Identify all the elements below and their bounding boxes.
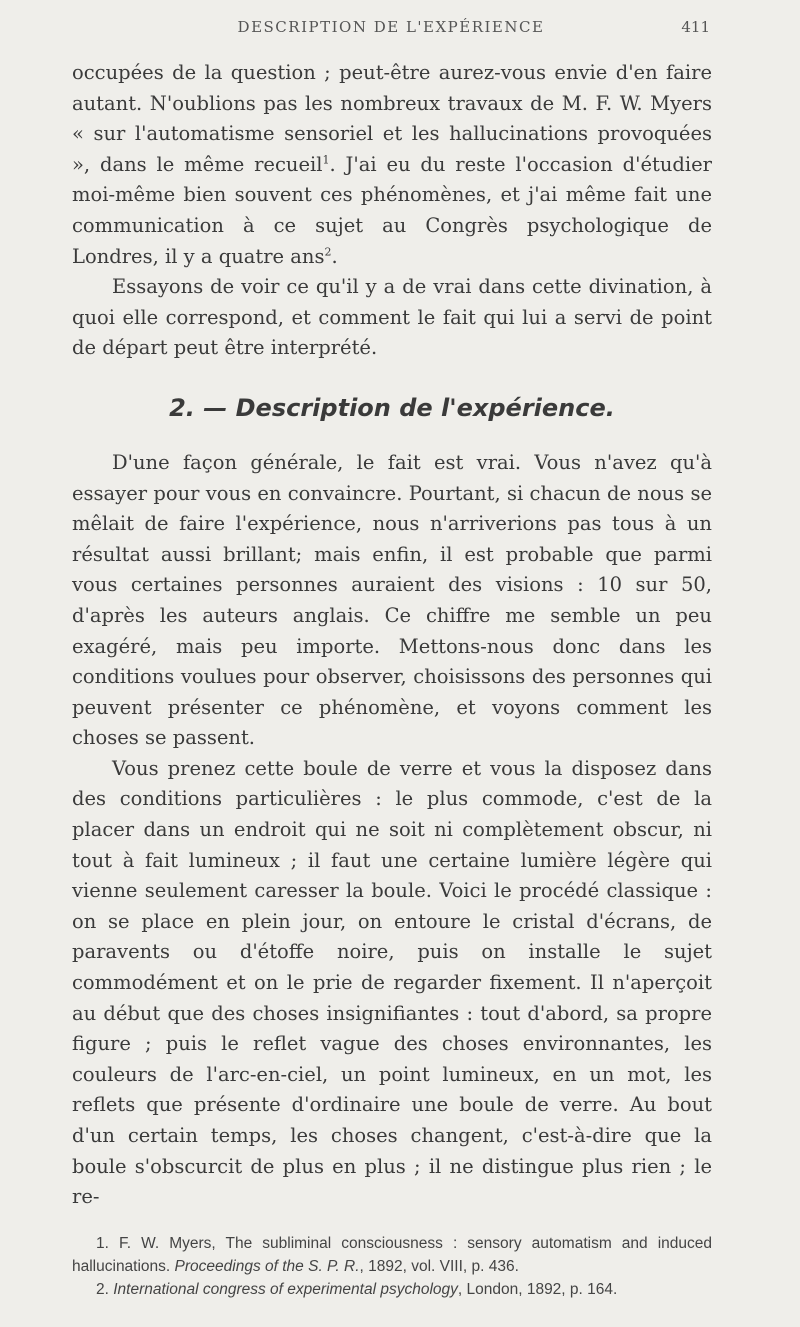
footnote-2 <box>72 1278 712 1301</box>
footnote-text: , 1892, vol. VIII, p. 436. <box>359 1258 519 1275</box>
main-text <box>72 58 712 1213</box>
paragraph: Essayons de voir ce qu'il y a de vrai dans cette divination, à quoi elle correspond, et comment le fait qui lui a servi de point de départ peut être interprété. <box>72 275 712 360</box>
footnote-ref-2: 2 <box>324 245 332 259</box>
section-heading: 2. — Description de l'expérience. <box>169 393 615 422</box>
footnote-source-title: International congress of experimental psychology <box>113 1281 458 1298</box>
paragraph-text: . <box>331 244 338 268</box>
running-header <box>72 18 710 42</box>
footnote-1 <box>72 1232 712 1278</box>
running-title: DESCRIPTION DE L'EXPÉRIENCE <box>237 18 545 36</box>
footnote-text: , London, 1892, p. 164. <box>457 1281 618 1298</box>
footnote-text: 1. F. W. Myers, The subliminal consciousness : sensory automatism and induced hallucinations. <box>72 1235 712 1275</box>
footnote-text: 2. <box>96 1281 114 1298</box>
footnote-ref-1: 1 <box>322 153 330 167</box>
paragraph-continued <box>72 58 712 272</box>
footnotes <box>72 1232 712 1301</box>
footnote-source-title: Proceedings of the S. P. R. <box>174 1258 360 1275</box>
paragraph: D'une façon générale, le fait est vrai. Vous n'avez qu'à essayer pour vous en convaincre. Pourtant, si chacun de nous se mêlait de faire l'expérience, nous n'arriverions pas tous à un résultat aussi brillant; mais enfin, il est probable que parmi vous certaines personnes auraient des visions : 10 sur 50, d'après les auteurs anglais. Ce chiffre me semble un peu exagéré, mais peu importe. Mettons-nous donc dans les conditions voulues pour observer, choisissons des personnes qui peuvent présenter ce phénomène, et voyons comment les choses se passent. <box>72 450 712 750</box>
paragraph-text: occupées de la question ; peut-être aurez-vous envie d'en faire autant. N'oublions pas les nombreux travaux de M. F. W. Myers « sur l'automatisme sensoriel et les hallucinations provoquées », dans le même recueil <box>72 61 712 176</box>
page-number: 411 <box>681 18 710 36</box>
paragraph: Vous prenez cette boule de verre et vous la disposez dans des conditions particulières : le plus commode, c'est de la placer dans un endroit qui ne soit ni complètement obscur, ni tout à fait lumineux ; il faut une certaine lumière légère qui vienne seulement caresser la boule. Voici le procédé classique : on se place en plein jour, on entoure le cristal d'écrans, de paravents ou d'étoffe noire, puis on installe le sujet commodément et on le prie de regarder fixement. Il n'aperçoit au début que des choses insignifiantes : tout d'abord, sa propre figure ; puis le reflet vague des choses environnantes, les couleurs de l'arc-en-ciel, un point lumineux, en un mot, les reflets que présente d'ordinaire une boule de verre. Au bout d'un certain temps, les choses changent, c'est-à-dire que la boule s'obscurcit de plus en plus ; il ne distingue plus rien ; le re- <box>72 756 712 1209</box>
paragraph-text: . J'ai eu du reste l'occasion d'étudier moi-même bien souvent ces phénomènes, et j'ai même fait une communication à ce sujet au Congrès psychologique de Londres, il y a quatre ans <box>72 152 712 268</box>
